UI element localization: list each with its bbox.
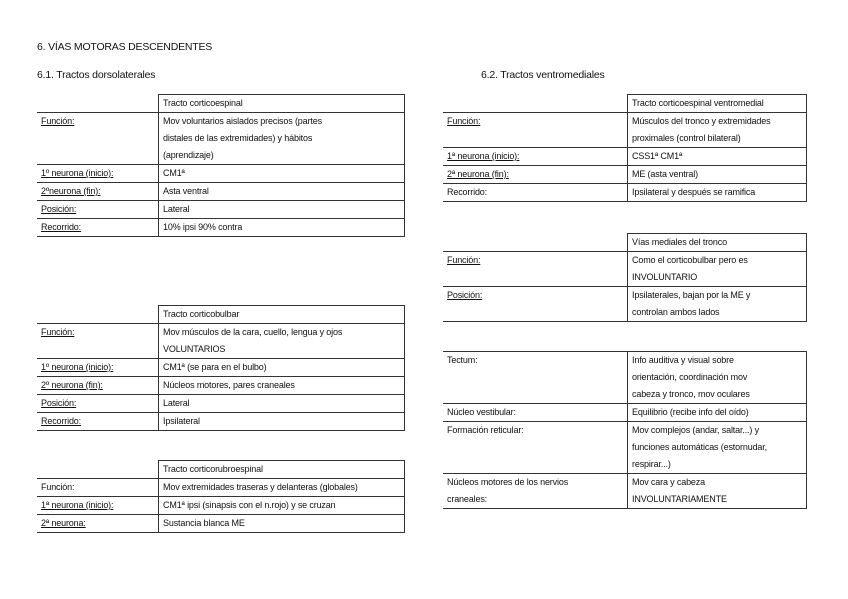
table-vias-mediales	[443, 233, 807, 322]
row-value-line: Núcleos motores, pares craneales	[163, 380, 295, 390]
row-key-2-neurona: 2º neurona (fin):	[41, 380, 103, 390]
row-value-line: Como el corticobulbar pero es	[632, 255, 748, 265]
table-row	[443, 166, 807, 184]
row-value-line: INVOLUNTARIO	[632, 272, 698, 282]
row-key-posicion: Posición:	[41, 398, 77, 408]
row-key-formacion-reticular: Formación reticular:	[447, 425, 524, 435]
table-row	[443, 422, 807, 474]
row-key-2-neurona: 2ºneurona (fin):	[41, 186, 101, 196]
table-row	[37, 113, 405, 165]
table-row	[37, 377, 405, 395]
table-corticorubroespinal	[37, 460, 405, 533]
table-row	[37, 413, 405, 431]
row-value-line: Mov músculos de la cara, cuello, lengua y ojos	[163, 327, 343, 337]
row-key-funcion: Función:	[447, 116, 481, 126]
row-key-funcion: Función:	[41, 482, 75, 492]
table-header-row	[443, 95, 807, 113]
table-row	[37, 497, 405, 515]
table-header-row	[37, 306, 405, 324]
row-value-line: Lateral	[163, 204, 190, 214]
row-value-line: Ipsilateral	[163, 416, 200, 426]
table-row	[443, 184, 807, 202]
row-key-1-neurona: 1ª neurona (inicio):	[41, 500, 114, 510]
row-value-line: Lateral	[163, 398, 190, 408]
row-value-line: VOLUNTARIOS	[163, 344, 226, 354]
row-value-line: (aprendizaje)	[163, 150, 214, 160]
row-key-tectum: Tectum:	[447, 355, 478, 365]
row-value-line: proximales (control bilateral)	[632, 133, 741, 143]
row-key-2-neurona: 2ª neurona (fin):	[447, 169, 509, 179]
table-header: Vías mediales del tronco	[628, 234, 807, 252]
table-row	[37, 479, 405, 497]
table-header-row	[443, 234, 807, 252]
subsection-ventromedial-title: 6.2. Tractos ventromediales	[481, 69, 605, 81]
row-key-posicion: Posición:	[41, 204, 77, 214]
row-value-line: CM1ª	[163, 168, 185, 178]
row-value-line: Mov complejos (andar, saltar...) y	[632, 425, 759, 435]
table-row	[443, 474, 807, 509]
table-ventromedial	[443, 94, 807, 202]
row-value-line: INVOLUNTARIAMENTE	[632, 494, 727, 504]
row-value-line: orientación, coordinación mov	[632, 372, 748, 382]
table-row	[443, 404, 807, 422]
table-corticoespinal	[37, 94, 405, 237]
table-row	[37, 359, 405, 377]
row-value-line: CM1ª (se para en el bulbo)	[163, 362, 267, 372]
table-row	[37, 183, 405, 201]
row-value-line: Ipsilateral y después se ramifica	[632, 187, 756, 197]
table-row	[37, 395, 405, 413]
table-corticobulbar	[37, 305, 405, 431]
row-key-funcion: Función:	[41, 116, 75, 126]
row-value-line: 10% ipsi 90% contra	[163, 222, 243, 232]
table-header: Tracto corticoespinal ventromedial	[628, 95, 807, 113]
row-value-line: CM1ª ipsi (sinapsis con el n.rojo) y se cruzan	[163, 500, 336, 510]
row-key-nucleo-vestibular: Núcleo vestibular:	[447, 407, 516, 417]
row-value-line: Músculos del tronco y extremidades	[632, 116, 771, 126]
row-key-2-neurona: 2ª neurona:	[41, 518, 86, 528]
row-value-line: respirar...)	[632, 459, 671, 469]
table-row	[37, 165, 405, 183]
row-key-recorrido: Recorrido:	[41, 416, 82, 426]
table-header: Tracto corticoespinal	[159, 95, 405, 113]
row-value-line: distales de las extremidades) y hábitos	[163, 133, 313, 143]
row-key-nucleos-motores: Núcleos motores de los nervios craneales:	[447, 477, 569, 504]
subsection-dorsolateral-title: 6.1. Tractos dorsolaterales	[37, 69, 156, 81]
row-value-line: CSS1ª CM1ª	[632, 151, 683, 161]
table-row	[443, 352, 807, 404]
row-value-line: cabeza y tronco, mov oculares	[632, 389, 750, 399]
row-key-1-neurona: 1ª neurona (inicio):	[447, 151, 520, 161]
row-key-funcion: Función:	[447, 255, 481, 265]
row-value-line: funciones automáticas (estornudar,	[632, 442, 767, 452]
table-row	[443, 113, 807, 148]
row-value-line: Ipsilaterales, bajan por la ME y	[632, 290, 751, 300]
row-value-line: Mov voluntarios aislados precisos (partes	[163, 116, 322, 126]
row-value-line: Equilibrio (recibe info del oído)	[632, 407, 749, 417]
section-title: 6. VÍAS MOTORAS DESCENDENTES	[37, 41, 213, 53]
row-key-recorrido: Recorrido:	[447, 187, 488, 197]
table-header: Tracto corticobulbar	[159, 306, 405, 324]
table-header: Tracto corticorubroespinal	[159, 461, 405, 479]
row-value-line: Mov cara y cabeza	[632, 477, 705, 487]
row-key-1-neurona: 1º neurona (inicio):	[41, 362, 114, 372]
table-row	[37, 201, 405, 219]
row-value-line: Mov extremidades traseras y delanteras (globales)	[163, 482, 358, 492]
row-value-line: Asta ventral	[163, 186, 209, 196]
table-header-row	[37, 461, 405, 479]
table-header-row	[37, 95, 405, 113]
row-key-recorrido: Recorrido:	[41, 222, 82, 232]
row-key-funcion: Función:	[41, 327, 75, 337]
table-row	[443, 252, 807, 287]
row-value-line: ME (asta ventral)	[632, 169, 698, 179]
table-row	[37, 324, 405, 359]
row-value-line: controlan ambos lados	[632, 307, 720, 317]
row-key-1-neurona: 1º neurona (inicio):	[41, 168, 114, 178]
row-value-line: Info auditiva y visual sobre	[632, 355, 734, 365]
table-row	[443, 287, 807, 322]
table-row	[443, 148, 807, 166]
table-row	[37, 219, 405, 237]
table-nucleos	[443, 351, 807, 509]
row-key-posicion: Posición:	[447, 290, 483, 300]
table-row	[37, 515, 405, 533]
row-value-line: Sustancia blanca ME	[163, 518, 245, 528]
